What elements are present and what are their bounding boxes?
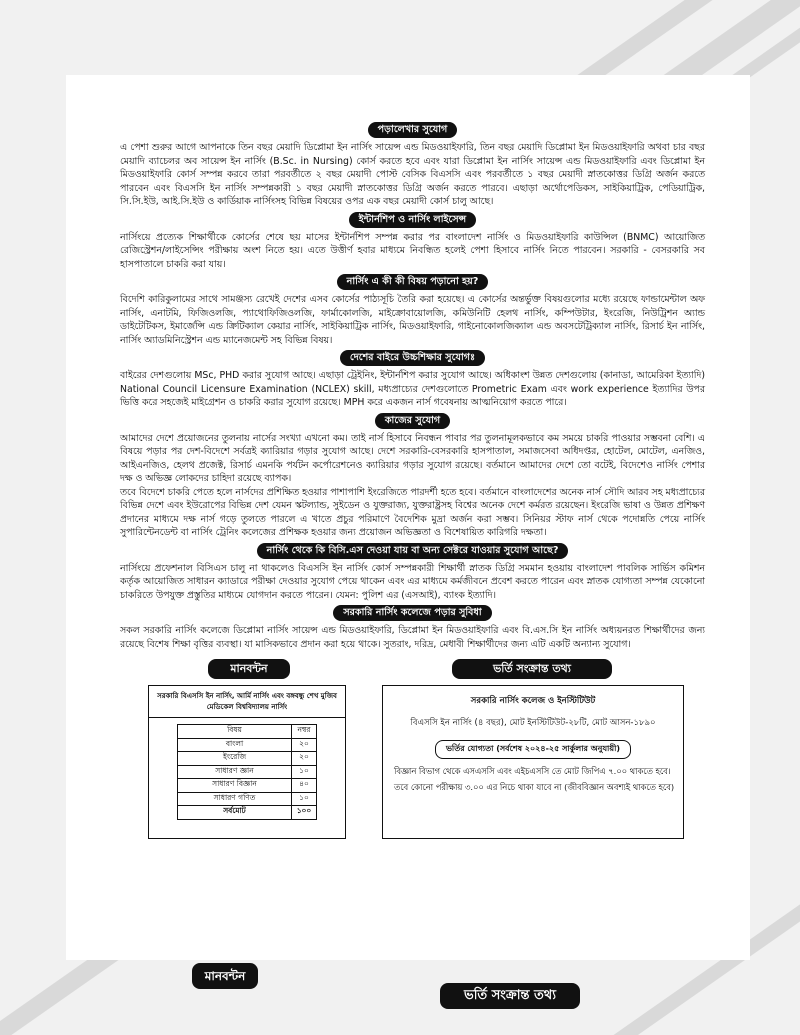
section-govt-college [120,605,705,651]
eligibility-label: ভর্তির যোগ্যতা (সর্বশেষ ২০২৪-২৫ সার্কুলার অনুযায়ী) [435,740,631,759]
section-paragraph: বিদেশি কারিকুলামের সাথে সামঞ্জস্য রেখেই দেশের এসব কোর্সের পাঠ্যসূচি তৈরি করা হয়েছে। এ কোর্সের অন্তর্ভুক্ত বিষয়গুলোর মধ্যে রয়েছে ফান্ডামেন্টাল অফ নার্সিং, এনাটমি, ফিজিওলজি, প্যাথোফিজিওলজি, ফার্মাকোলজি, মাইক্রোবায়োলজি, কমিউনিটি হেলথ নার্সিং, কম্পিউটার, ইংরেজি, নিউট্রিশন অ্যান্ড ডাইটেটিকস, ইমার্জেন্সি এন্ড ক্রিটিক্যাল কেয়ার নার্সিং, সাইকিয়াট্রিক নার্সিং, মিডওয়াইফারি, গাইনোকোলজিক্যাল এন্ড অবসটেট্রিক্যাল নার্সিং, রিসার্চ ইন নার্সিং, নার্সিং অ্যাডমিনিস্ট্রেশন এন্ড ম্যানেজমেন্ট সহ বিভিন্ন বিষয়। [120,294,705,346]
eligibility-text [383,763,683,795]
section-title: নার্সিং এ কী কী বিষয় পড়ানো হয়? [337,274,489,290]
table-total-row [178,806,317,820]
section-subjects [120,274,705,347]
marks-cell: ২০ [292,738,317,752]
footer-marks-label: মানবন্টন [192,963,258,989]
eligibility-line: বিজ্ঞান বিভাগ থেকে এসএসসি এবং এইচএসসি তে মোট জিপিএ ৭.০০ থাকতে হবে। [394,766,671,776]
eligibility-line: তবে কোনো পরীক্ষায় ৩.০০ এর নিচে থাকা যাবে না (জীববিজ্ঞান অবশ্যই থাকতে হবে) [394,782,675,792]
marks-title: মানবন্টন [208,659,290,679]
admission-title: ভর্তি সংক্রান্ত তথ্য [452,659,612,679]
col-subject: বিষয় [178,725,292,739]
section-jobs [120,413,705,540]
marks-cell: ২০ [292,752,317,766]
marks-cell: ৪০ [292,779,317,793]
section-title: দেশের বাইরে উচ্চশিক্ষার সুযোগঃ [340,350,485,366]
subject-cell: ইংরেজি [178,752,292,766]
subject-cell: সাধারণ বিজ্ঞান [178,779,292,793]
total-label: সর্বমোট [178,806,292,820]
section-paragraph: নার্সিংয়ে প্রত্যেক শিক্ষার্থীকে কোর্সের শেষে ছয় মাসের ইন্টার্নশিপ সম্পন্ন করার পর বাংলাদেশ নার্সিং ও মিডওয়াইফারি কাউন্সিল (BNMC) আয়োজিত রেজিস্ট্রেশন/লাইসেন্সিং পরীক্ষায় অংশ নিতে হয়। এতে উত্তীর্ণ হবার মাধ্যমে নিবন্ধিত হলেই পেশা হিসাবে নার্সিং নিতে পারবেন। সরকারি - বেসরকারি সব হাসপাতালে চাকরি করা যায়। [120,231,705,270]
table-row [178,792,317,806]
section-title: কাজের সুযোগ [375,413,450,429]
admission-course-line: বিএসসি ইন নার্সিং (৪ বছর), মোট ইনস্টিটিউট-২৮টি, মোট আসন-১৮৯০ [410,718,656,728]
marks-cell: ১০ [292,765,317,779]
marks-header: সরকারি বিএসসি ইন নার্সিং, আর্মি নার্সিং এবং বঙ্গবন্ধু শেখ মুজিব মেডিকেল বিশ্ববিদ্যালয় নার্সিং [149,686,345,718]
footer-admission-label: ভর্তি সংক্রান্ত তথ্য [440,983,580,1009]
section-title: সরকারি নার্সিং কলেজে পড়ার সুবিধা [333,605,491,621]
info-boxes [120,659,705,849]
subject-cell: সাধারণ গণিত [178,792,292,806]
table-row [178,752,317,766]
total-marks: ১০০ [292,806,317,820]
section-paragraph: আমাদের দেশে প্রয়োজনের তুলনায় নার্সের সংখ্যা এখনো কম। তাই নার্স হিসাবে নিবন্ধন পাবার পর তুলনামূলকভাবে কম সময়ে চাকরি পাওয়ার সম্ভবনা বেশি। এ বিষয়ে পড়ার পর দেশ-বিদেশে সর্বত্রই ক্যারিয়ার গড়ার সুযোগ আছে। দেশে সরকারি-বেসরকারি হাসপাতাল, সমাজসেবা অধিদপ্তর, হোটেল, মোটেল, এনজিও, আইএনজিও, হেলথ প্রজেক্ট, রিসার্চ এমনকি পর্যটন কর্পোরেশনেও ক্যারিয়ার গড়ার সুযোগ রয়েছে। বর্তমানে আমাদের দেশে তো বটেই, বিদেশেও নার্সিং পেশার দক্ষ ও অভিজ্ঞ লোকদের চাহিদা রয়েছে ব্যাপক। [120,432,705,484]
section-paragraph: তবে বিদেশে চাকরি পেতে হলে নার্সদের প্রশিক্ষিত হওয়ার পাশাপাশি ইংরেজিতে পারদর্শী হতে হবে। বর্তমানে বাংলাদেশের অনেক নার্স সৌদি আরব সহ মধ্যপ্রাচ্যের বিভিন্ন দেশে এবং ইউরোপের বিভিন্ন দেশ যেমন স্কটল্যান্ড, সুইডেন ও যুক্তরাজ্য, যুক্তরাষ্ট্রসহ বিশ্বের অনেক দেশে কর্মরত রয়েছেন। ইংরেজি ভাষা ও উন্নত প্রশিক্ষণ প্রদানের মাধ্যমে দক্ষ নার্স গড়ে তুলতে পারলে এ খাতে প্রচুর পরিমাণে বৈদেশিক মুদ্রা অর্জন করা সম্ভব। সিনিয়র স্টাফ নার্স থেকে পদোন্নতি পেয়ে নার্সিং সুপারিন্টেনডেন্ট বা নার্সিং ট্রেনিং কলেজের প্রশিক্ষক হওয়ার জন্য প্রয়োজন অভিজ্ঞতা ও বিশেষায়িত কারিগরি দক্ষতা। [120,486,705,538]
table-row [178,765,317,779]
table-row [178,779,317,793]
section-bcs [120,543,705,603]
marks-box [148,685,346,839]
section-paragraph: বাইরের দেশগুলোয় MSc, PHD করার সুযোগ আছে। এছাড়া ট্রেইনিং, ইন্টার্নশিপ করার সুযোগ আছে। অধিকাংশ উন্নত দেশগুলোয় (কানাডা, আমেরিকা ইত্যাদি) National Council Licensure Examination (NCLEX) skill, মধ্যপ্রাচ্যের দেশগুলোতে Prometric Exam এবং work experience ইত্যাদির উপর ভিত্তি করে সহজেই মাইগ্রেশন ও চাকরি করার সুযোগ রয়েছে। MPH করে একজন নার্স গবেষনায় আত্মনিয়োগ করতে পারে। [120,370,705,408]
subject-cell: সাধারণ জ্ঞান [178,765,292,779]
table-header-row [178,725,317,739]
section-paragraph: নার্সিংয়ে প্রফেশনাল বিসিএস চালু না থাকলেও বিএসসি ইন নার্সিং কোর্স সম্পন্নকারী শিক্ষার্থী স্নাতক ডিগ্রি সমমান হওয়ায় বাংলাদেশ পাবলিক সার্ভিস কমিশন কর্তৃক আয়োজিত সাধারন ক্যাডারে পরীক্ষা দেওয়ার সুযোগ পেয়ে থাকেন এবং এর মাধ্যমে কর্মজীবনে প্রবেশ করতে পারেন এবং স্নাতক যোগ্যতা সম্পন্ন যেকোনো চাকরিতে উপযুক্ত প্রস্তুতির মাধ্যমে যোগদান করতে পারেন। যেমন: পুলিশ এর (এসআই), ব্যাংক ইত্যাদি। [120,562,705,601]
admission-box [382,685,684,839]
section-internship [120,212,705,272]
section-study [120,122,705,209]
section-title: পড়ালেখার সুযোগ [368,122,458,138]
sections-container [120,122,705,651]
marks-table [177,724,317,820]
document-page [66,75,750,960]
table-row [178,738,317,752]
marks-cell: ১০ [292,792,317,806]
col-marks: নম্বর [292,725,317,739]
subject-cell: বাংলা [178,738,292,752]
section-title: নার্সিং থেকে কি বিসি.এস দেওয়া যায় বা অন্য সেক্টরে যাওয়ার সুযোগ আছে? [257,543,569,559]
admission-subtitle: সরকারি নার্সিং কলেজ ও ইনস্টিটিউট [470,696,596,706]
section-title: ইন্টার্নশিপ ও নার্সিং লাইসেন্স [349,212,476,228]
section-paragraph: এ পেশা শুরুর আগে আপনাকে তিন বছর মেয়াদি ডিপ্লোমা ইন নার্সিং সায়েন্স এন্ড মিডওয়াইফারি, তিন বছর মেয়াদি ডিপ্লোমা ইন মিডওয়াইফারি অথবা চার বছর মেয়াদি ব্যাচেলর অব সায়েন্স ইন নার্সিং (B.Sc. in Nursing) কোর্স করতে হবে এবং যারা ডিপ্লোমা ইন নার্সিং সায়েন্স এন্ড মিডওয়াইফারি এবং ডিপ্লোমা ইন মিডওয়াইফারি কোর্স সম্পন্ন করবে তারা পরবর্তীতে ২ বছর মেয়াদী পোস্ট বেসিক বিএসসি এবং পরবর্তীতে ১ বছর মেয়াদী স্নাতকোত্তর ডিগ্রি অর্জন করতে পারবেন এবং বিএসসি ইন নার্সিং সম্পন্নকারী ১ বছর মেয়াদী স্নাতকোত্তর ডিগ্রি অর্জন করতে পারবে। এছাড়া অর্থোপেডিকস, সাইকিয়াট্রিক, পেডিয়াট্রিক, সি.সি.ইউ, আই.সি.ইউ ও কার্ডিয়াক নার্সিংসহ বিভিন্ন বিষয়ের ওপর এক বছর মেয়াদী কোর্স চালু আছে। [120,142,705,207]
section-abroad [120,350,705,410]
section-paragraph: সকল সরকারি নার্সিং কলেজে ডিপ্লোমা নার্সিং সায়েন্স এন্ড মিডওয়াইফারি, ডিপ্লোমা ইন মিডওয়াইফারি এবং বি.এস.সি ইন নার্সিং অধ্যয়নরত শিক্ষার্থীদের জন্য রয়েছে বিশেষ শিক্ষা বৃত্তির ব্যবস্থা। যা মাসিকভাবে প্রদান করা হয়ে থাকে। সুতরাং, দরিদ্র, মেধাবী শিক্ষার্থীদের জন্য এটি একটি অন্যান্য সুযোগ। [120,625,705,650]
